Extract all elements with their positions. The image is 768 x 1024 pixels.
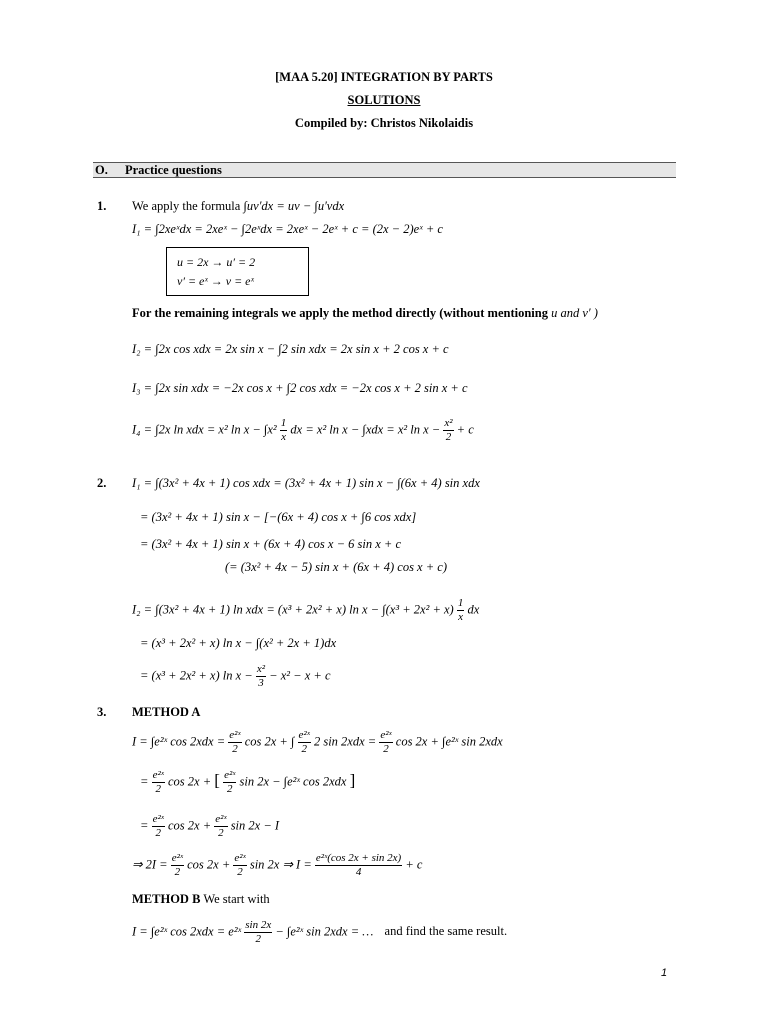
q1-i3: I₃ = ∫2x sin xdx = −2x cos x + ∫2 cos xdx = −2x cos x + 2 sin x + c	[132, 381, 468, 395]
method-b-line	[132, 892, 270, 907]
q3-a4-a: ⇒ 2I =	[132, 857, 168, 872]
q3-line-1	[132, 730, 503, 755]
box-row-2: v′ = eˣ → v = eˣ	[177, 274, 254, 288]
frac-den: 2	[445, 431, 452, 443]
frac-den: 2	[226, 783, 233, 795]
q3-a2-a: =	[140, 774, 149, 789]
frac-den: 2	[255, 933, 261, 945]
method-b-heading: METHOD B	[132, 892, 201, 906]
q2-line-5	[132, 598, 479, 623]
frac-num: e²ˣ	[380, 729, 392, 741]
q1-formula: ∫uv′dx = uv − ∫u′vdx	[243, 199, 345, 213]
q2-l5-frac	[457, 598, 465, 623]
q3-a3-frac-2	[214, 814, 227, 839]
q1-note	[132, 306, 598, 321]
box-row-1: u = 2x → u′ = 2	[177, 255, 256, 269]
q2-l5-b: dx	[467, 602, 480, 617]
q3-a1-d: cos 2x + ∫e²ˣ sin 2xdx	[395, 734, 503, 749]
frac-num: e²ˣ	[229, 729, 241, 741]
subtitle-text: SOLUTIONS	[347, 93, 421, 107]
q3-a2-frac-1	[152, 770, 165, 795]
q3-a1-frac-2	[298, 730, 311, 755]
frac-num: sin 2x	[245, 919, 272, 931]
page-number: 1	[661, 967, 668, 979]
q3-a4-c: sin 2x ⇒ I =	[249, 857, 312, 872]
document-subtitle	[0, 93, 768, 108]
q3-a1-b: cos 2x + ∫	[244, 734, 295, 749]
method-a-heading: METHOD A	[132, 705, 201, 719]
q1-i2: I₂ = ∫2x cos xdx = 2x sin x − ∫2 sin xdx = 2x sin x + 2 cos x + c	[132, 342, 449, 356]
frac-num: e²ˣ(cos 2x + sin 2x)	[315, 852, 402, 864]
q3-a1-frac-3	[379, 730, 392, 755]
q3-a4-frac-3	[315, 853, 402, 878]
right-bracket: ]	[349, 770, 356, 790]
q1-i4-a: I₄ = ∫2x ln xdx = x² ln x − ∫x²	[132, 422, 277, 437]
q3-a1-c: 2 sin 2xdx =	[313, 734, 377, 749]
frac-den: 2	[301, 743, 307, 755]
q2-line-7	[140, 664, 331, 689]
frac-num: 1	[280, 417, 287, 429]
q3-a4-d: + c	[405, 857, 423, 872]
question-2-label: 2.	[97, 476, 107, 490]
q2-l7-frac	[256, 664, 266, 689]
q2-line-3: = (3x² + 4x + 1) sin x + (6x + 4) cos x − 6 sin x + c	[140, 537, 401, 551]
q3-a2-frac-2	[223, 770, 236, 795]
q2-line-4: (= (3x² + 4x − 5) sin x + (6x + 4) cos x + c)	[225, 560, 447, 574]
frac-den: 3	[258, 677, 264, 689]
frac-den: 4	[355, 866, 362, 878]
frac-num: e²ˣ	[171, 852, 183, 864]
q1-intro-text: We apply the formula	[132, 199, 241, 213]
q3-a2-b: cos 2x +	[167, 774, 212, 789]
q3-a3-b: cos 2x +	[167, 818, 212, 833]
q3-b1-a: I = ∫e²ˣ cos 2xdx = e²ˣ	[132, 924, 242, 939]
q3-b1-b: − ∫e²ˣ sin 2xdx = …	[275, 924, 374, 939]
frac-den: 2	[218, 827, 224, 839]
q2-l7-b: − x² − x + c	[269, 668, 331, 683]
q3-a3-frac-1	[152, 814, 165, 839]
frac-num: e²ˣ	[152, 813, 164, 825]
q3-a4-frac-1	[171, 853, 184, 878]
section-header	[93, 162, 676, 178]
frac-num: e²ˣ	[215, 813, 227, 825]
section-title: Practice questions	[125, 163, 222, 177]
q3-b1-frac	[244, 920, 272, 945]
q1-note-text: For the remaining integrals we apply the method directly (without mentioning	[132, 306, 548, 320]
section-number: O.	[95, 163, 108, 177]
q3-line-4	[132, 853, 422, 878]
frac-num: x²	[444, 417, 453, 429]
frac-den: 2	[383, 743, 389, 755]
q1-i4-frac-1	[280, 418, 288, 443]
q1-i1: I₁ = ∫2xeˣdx = 2xeˣ − ∫2eˣdx = 2xeˣ − 2eˣ + c = (2x − 2)eˣ + c	[132, 222, 443, 236]
q1-i4	[132, 418, 474, 443]
frac-num: 1	[457, 597, 464, 609]
frac-num: e²ˣ	[152, 769, 164, 781]
frac-den: 2	[155, 827, 161, 839]
document-title: [MAA 5.20] INTEGRATION BY PARTS	[275, 70, 493, 84]
q2-l5-a: I₂ = ∫(3x² + 4x + 1) ln xdx = (x³ + 2x² + x) ln x − ∫(x³ + 2x² + x)	[132, 602, 454, 617]
q1-note-vars: u and v′ )	[551, 306, 598, 320]
frac-num: x²	[256, 663, 266, 675]
q1-i4-frac-2	[443, 418, 453, 443]
method-b-text: We start with	[203, 892, 270, 906]
author-line: Compiled by: Christos Nikolaidis	[294, 116, 474, 130]
q1-i4-c: + c	[456, 422, 474, 437]
q1-intro	[132, 199, 344, 214]
q2-l7-a: = (x³ + 2x² + x) ln x −	[140, 668, 253, 683]
q3-a3-a: =	[140, 818, 149, 833]
q3-a1-frac-1	[228, 730, 241, 755]
q3-a2-c: sin 2x − ∫e²ˣ cos 2xdx	[239, 774, 347, 789]
q2-line-6: = (x³ + 2x² + x) ln x − ∫(x² + 2x + 1)dx	[140, 636, 337, 650]
q3-a3-c: sin 2x − I	[230, 818, 280, 833]
frac-num: e²ˣ	[234, 852, 246, 864]
q3-line-2	[140, 770, 355, 795]
q3-a4-frac-2	[233, 853, 246, 878]
q3-b1-c: and find the same result.	[384, 924, 508, 939]
frac-den: x	[281, 431, 286, 443]
frac-num: e²ˣ	[298, 729, 310, 741]
left-bracket: [	[214, 770, 220, 790]
question-3-label: 3.	[97, 705, 107, 719]
q3-method-b-equation	[132, 920, 507, 945]
frac-den: 2	[232, 743, 238, 755]
frac-num: e²ˣ	[224, 769, 236, 781]
q2-line-1: I₁ = ∫(3x² + 4x + 1) cos xdx = (3x² + 4x + 1) sin x − ∫(6x + 4) sin xdx	[132, 476, 480, 490]
q2-line-2: = (3x² + 4x + 1) sin x − [−(6x + 4) cos x + ∫6 cos xdx]	[140, 510, 417, 524]
q3-a4-b: cos 2x +	[187, 857, 231, 872]
frac-den: 2	[237, 866, 243, 878]
frac-den: x	[458, 611, 464, 623]
frac-den: 2	[174, 866, 181, 878]
q3-line-3	[140, 814, 279, 839]
frac-den: 2	[155, 783, 161, 795]
question-1-label: 1.	[97, 199, 107, 213]
substitution-box	[166, 247, 309, 296]
q3-a1-a: I = ∫e²ˣ cos 2xdx =	[132, 734, 226, 749]
q1-i4-b: dx = x² ln x − ∫xdx = x² ln x −	[290, 422, 441, 437]
